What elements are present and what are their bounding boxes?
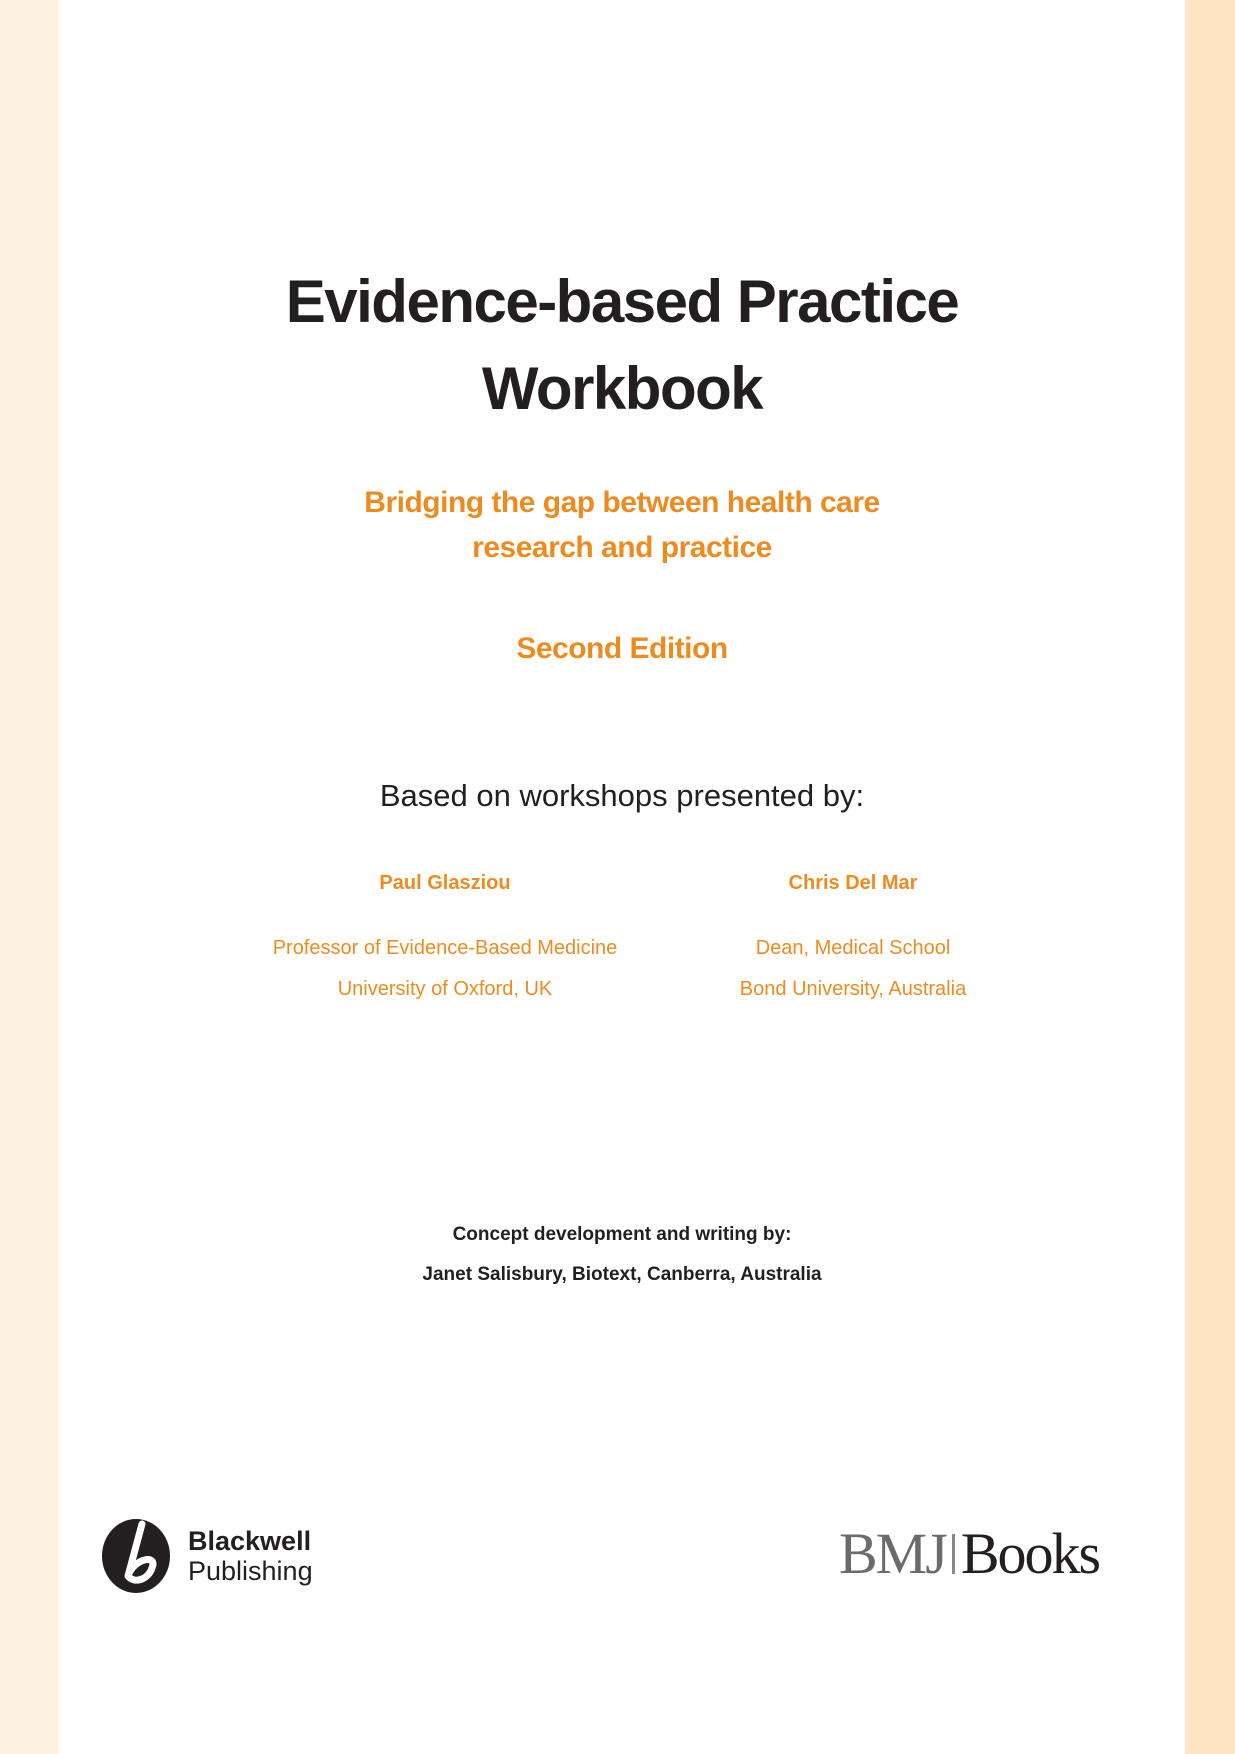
concept-author: Janet Salisbury, Biotext, Canberra, Australia	[422, 1264, 822, 1285]
concept-credit	[59, 1215, 1185, 1295]
blackwell-name: Blackwell	[188, 1526, 312, 1556]
author-2	[643, 871, 1063, 1010]
author-affiliation: Bond University, Australia	[739, 978, 967, 1000]
subtitle-line-2: research and practice	[472, 531, 772, 564]
title-line-2: Workbook	[481, 355, 763, 422]
logo-divider	[952, 1534, 955, 1574]
author-role: Dean, Medical School	[755, 937, 951, 959]
blackwell-publishing: Publishing	[188, 1556, 313, 1586]
blackwell-publishing-logo	[98, 1518, 313, 1594]
author-name: Chris Del Mar	[788, 872, 918, 894]
author-role: Professor of Evidence-Based Medicine	[272, 937, 618, 959]
subtitle	[59, 480, 1185, 570]
books-text: Books	[960, 1521, 1100, 1586]
edition: Second Edition	[516, 632, 728, 665]
title-line-1: Evidence-based Practice	[285, 268, 959, 335]
blackwell-b-icon	[98, 1518, 174, 1594]
right-margin-band	[1185, 0, 1235, 1754]
concept-label: Concept development and writing by:	[452, 1224, 792, 1245]
presented-by-heading: Based on workshops presented by:	[379, 778, 865, 813]
subtitle-line-1: Bridging the gap between health care	[364, 486, 880, 519]
bmj-text: BMJ	[839, 1521, 946, 1586]
author-affiliation: University of Oxford, UK	[337, 978, 553, 1000]
author-1	[235, 871, 655, 1010]
bmj-books-logo	[839, 1520, 1099, 1587]
author-name: Paul Glasziou	[379, 872, 511, 894]
left-margin-band	[0, 0, 59, 1754]
book-title	[59, 258, 1185, 432]
